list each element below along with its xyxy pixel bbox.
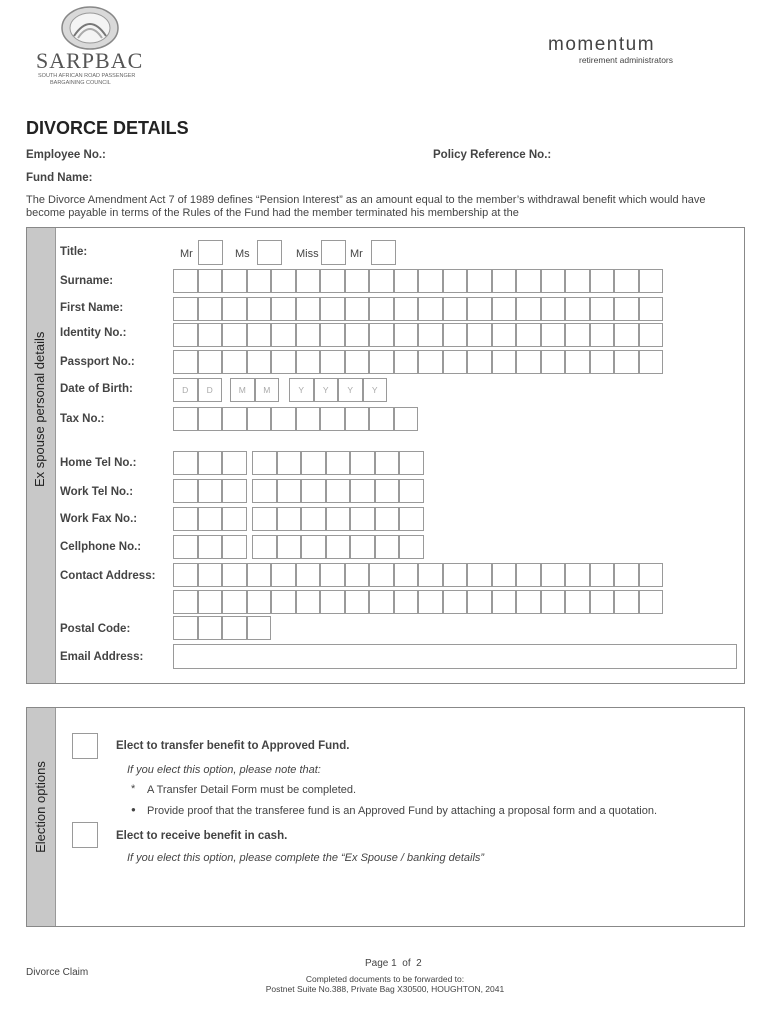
dob-cell[interactable]: D xyxy=(198,378,223,402)
input-cell[interactable] xyxy=(394,563,419,587)
input-cell[interactable] xyxy=(345,563,370,587)
input-cell[interactable] xyxy=(492,350,517,374)
input-cell[interactable] xyxy=(492,297,517,321)
cash-option-note: If you elect this option, please complete the “Ex Spouse / banking details” xyxy=(127,852,485,864)
input-cell[interactable] xyxy=(247,269,272,293)
dob-month-input[interactable] xyxy=(230,378,279,402)
input-cell[interactable] xyxy=(541,350,566,374)
input-cell[interactable] xyxy=(516,323,541,347)
input-cell[interactable] xyxy=(350,507,375,531)
input-cell[interactable] xyxy=(443,590,468,614)
input-cell[interactable] xyxy=(394,407,419,431)
input-cell[interactable] xyxy=(222,323,247,347)
input-cell[interactable] xyxy=(345,297,370,321)
brand-name: momentum xyxy=(548,34,656,55)
page-title: DIVORCE DETAILS xyxy=(26,118,189,138)
input-cell[interactable] xyxy=(247,407,272,431)
input-cell[interactable] xyxy=(277,507,302,531)
input-cell[interactable] xyxy=(639,590,664,614)
input-cell[interactable] xyxy=(565,350,590,374)
input-cell[interactable] xyxy=(326,535,351,559)
input-cell[interactable] xyxy=(198,323,223,347)
dob-cell[interactable]: Y xyxy=(338,378,363,402)
input-cell[interactable] xyxy=(345,350,370,374)
transfer-bullet-1: A Transfer Detail Form must be completed. xyxy=(147,784,357,796)
input-cell[interactable] xyxy=(301,479,326,503)
bullet-icon: * xyxy=(131,783,136,795)
input-cell[interactable] xyxy=(565,297,590,321)
input-cell[interactable] xyxy=(492,590,517,614)
surname-input[interactable] xyxy=(173,269,663,293)
input-cell[interactable] xyxy=(222,297,247,321)
input-cell[interactable] xyxy=(516,269,541,293)
input-cell[interactable] xyxy=(614,590,639,614)
policy-ref-label: Policy Reference No.: xyxy=(433,149,552,161)
input-cell[interactable] xyxy=(247,563,272,587)
input-cell[interactable] xyxy=(198,350,223,374)
input-cell[interactable] xyxy=(320,350,345,374)
input-cell[interactable] xyxy=(296,269,321,293)
input-cell[interactable] xyxy=(639,269,664,293)
momentum-logo xyxy=(548,34,698,68)
input-cell[interactable] xyxy=(320,297,345,321)
input-cell[interactable] xyxy=(590,297,615,321)
input-cell[interactable] xyxy=(301,451,326,475)
cellphone-label: Cellphone No.: xyxy=(60,541,142,553)
input-cell[interactable] xyxy=(173,297,198,321)
input-cell[interactable] xyxy=(222,350,247,374)
title-option-miss: Miss xyxy=(296,248,319,260)
input-cell[interactable] xyxy=(222,451,247,475)
input-cell[interactable] xyxy=(369,563,394,587)
input-cell[interactable] xyxy=(614,269,639,293)
input-cell[interactable] xyxy=(345,407,370,431)
footer-form-name: Divorce Claim xyxy=(26,967,89,978)
input-cell[interactable] xyxy=(271,590,296,614)
input-cell[interactable] xyxy=(301,507,326,531)
transfer-option-checkbox[interactable] xyxy=(72,733,98,759)
input-cell[interactable] xyxy=(590,350,615,374)
input-cell[interactable] xyxy=(516,590,541,614)
input-cell[interactable] xyxy=(173,323,198,347)
input-cell[interactable] xyxy=(639,563,664,587)
input-cell[interactable] xyxy=(614,323,639,347)
input-cell[interactable] xyxy=(198,479,223,503)
input-cell[interactable] xyxy=(541,269,566,293)
input-cell[interactable] xyxy=(443,269,468,293)
work-fax-number-input[interactable] xyxy=(252,507,424,531)
input-cell[interactable] xyxy=(492,323,517,347)
input-cell[interactable] xyxy=(614,350,639,374)
input-cell[interactable] xyxy=(326,451,351,475)
input-cell[interactable] xyxy=(418,563,443,587)
input-cell[interactable] xyxy=(614,297,639,321)
input-cell[interactable] xyxy=(639,297,664,321)
input-cell[interactable] xyxy=(492,563,517,587)
first-name-label: First Name: xyxy=(60,302,124,314)
dob-cell[interactable]: Y xyxy=(289,378,314,402)
input-cell[interactable] xyxy=(541,563,566,587)
org-name: SARPBAC xyxy=(36,48,144,73)
cash-option-checkbox[interactable] xyxy=(72,822,98,848)
input-cell[interactable] xyxy=(222,616,247,640)
dob-year-input[interactable] xyxy=(289,378,387,402)
identity-input[interactable] xyxy=(173,323,663,347)
input-cell[interactable] xyxy=(198,297,223,321)
input-cell[interactable] xyxy=(222,479,247,503)
input-cell[interactable] xyxy=(173,407,198,431)
input-cell[interactable] xyxy=(271,269,296,293)
passport-label: Passport No.: xyxy=(60,356,135,368)
input-cell[interactable] xyxy=(320,563,345,587)
dob-cell[interactable]: Y xyxy=(314,378,339,402)
work-fax-label: Work Fax No.: xyxy=(60,513,138,525)
input-cell[interactable] xyxy=(418,590,443,614)
org-subtitle-line2: BARGAINING COUNCIL xyxy=(50,80,111,86)
input-cell[interactable] xyxy=(320,407,345,431)
input-cell[interactable] xyxy=(399,479,424,503)
input-cell[interactable] xyxy=(173,563,198,587)
input-cell[interactable] xyxy=(252,507,277,531)
title-option-mr: Mr xyxy=(180,248,193,260)
page-number: Page 1 of 2 xyxy=(365,958,422,969)
input-cell[interactable] xyxy=(345,323,370,347)
election-heading: Election options xyxy=(33,761,48,853)
input-cell[interactable] xyxy=(271,407,296,431)
intro-text: The Divorce Amendment Act 7 of 1989 defines “Pension Interest” as an amount equal to the member’s withdrawal benefit which would have become payable in terms of the Rules of the Fund had the member terminated his membership at the xyxy=(26,194,706,219)
dob-cell[interactable]: Y xyxy=(363,378,388,402)
input-cell[interactable] xyxy=(247,297,272,321)
tax-input[interactable] xyxy=(173,407,418,431)
input-cell[interactable] xyxy=(394,350,419,374)
work-tel-number-input[interactable] xyxy=(252,479,424,503)
input-cell[interactable] xyxy=(418,323,443,347)
title-ms-checkbox[interactable] xyxy=(257,240,282,265)
dob-cell[interactable]: M xyxy=(255,378,280,402)
input-cell[interactable] xyxy=(565,563,590,587)
input-cell[interactable] xyxy=(222,407,247,431)
work-tel-code-input[interactable] xyxy=(173,479,247,503)
home-tel-label: Home Tel No.: xyxy=(60,457,137,469)
input-cell[interactable] xyxy=(565,269,590,293)
input-cell[interactable] xyxy=(345,269,370,293)
input-cell[interactable] xyxy=(277,451,302,475)
footer-forward-line2: Postnet Suite No.388, Private Bag X30500, HOUGHTON, 2041 xyxy=(265,984,505,994)
input-cell[interactable] xyxy=(198,507,223,531)
transfer-bullet-2: Provide proof that the transferee fund is an Approved Fund by attaching a proposal form and a quotation. xyxy=(147,805,657,817)
identity-label: Identity No.: xyxy=(60,327,127,339)
dob-cell[interactable]: M xyxy=(230,378,255,402)
input-cell[interactable] xyxy=(614,563,639,587)
input-cell[interactable] xyxy=(296,407,321,431)
surname-label: Surname: xyxy=(60,275,114,287)
input-cell[interactable] xyxy=(394,590,419,614)
personal-details-heading: Ex spouse personal details xyxy=(32,331,47,487)
input-cell[interactable] xyxy=(320,590,345,614)
input-cell[interactable] xyxy=(467,297,492,321)
transfer-option-label: Elect to transfer benefit to Approved Fund. xyxy=(116,740,350,752)
contact-address-line1-input[interactable] xyxy=(173,563,663,587)
input-cell[interactable] xyxy=(301,535,326,559)
input-cell[interactable] xyxy=(467,350,492,374)
cellphone-number-input[interactable] xyxy=(252,535,424,559)
contact-address-label: Contact Address: xyxy=(60,570,156,582)
input-cell[interactable] xyxy=(247,590,272,614)
input-cell[interactable] xyxy=(590,323,615,347)
input-cell[interactable] xyxy=(222,535,247,559)
first-name-input[interactable] xyxy=(173,297,663,321)
sarpbac-emblem-icon xyxy=(60,6,120,50)
input-cell[interactable] xyxy=(173,479,198,503)
input-cell[interactable] xyxy=(467,590,492,614)
input-cell[interactable] xyxy=(350,479,375,503)
input-cell[interactable] xyxy=(247,616,272,640)
org-subtitle-line1: SOUTH AFRICAN ROAD PASSENGER xyxy=(38,73,136,79)
input-cell[interactable] xyxy=(369,350,394,374)
input-cell[interactable] xyxy=(590,590,615,614)
title-mr2-checkbox[interactable] xyxy=(371,240,396,265)
input-cell[interactable] xyxy=(418,269,443,293)
bullet-icon: ● xyxy=(131,805,136,814)
input-cell[interactable] xyxy=(247,350,272,374)
dob-cell[interactable]: D xyxy=(173,378,198,402)
input-cell[interactable] xyxy=(467,269,492,293)
input-cell[interactable] xyxy=(375,535,400,559)
input-cell[interactable] xyxy=(173,535,198,559)
title-miss-checkbox[interactable] xyxy=(321,240,346,265)
input-cell[interactable] xyxy=(516,350,541,374)
brand-subtitle: retirement administrators xyxy=(579,55,674,65)
input-cell[interactable] xyxy=(222,269,247,293)
input-cell[interactable] xyxy=(418,297,443,321)
input-cell[interactable] xyxy=(516,563,541,587)
title-mr-checkbox[interactable] xyxy=(198,240,223,265)
input-cell[interactable] xyxy=(198,590,223,614)
title-option-mr-2: Mr xyxy=(350,248,363,260)
input-cell[interactable] xyxy=(222,507,247,531)
input-cell[interactable] xyxy=(271,563,296,587)
input-cell[interactable] xyxy=(369,269,394,293)
input-cell[interactable] xyxy=(296,297,321,321)
input-cell[interactable] xyxy=(369,590,394,614)
input-cell[interactable] xyxy=(320,269,345,293)
input-cell[interactable] xyxy=(639,323,664,347)
input-cell[interactable] xyxy=(369,407,394,431)
input-cell[interactable] xyxy=(173,451,198,475)
input-cell[interactable] xyxy=(350,451,375,475)
input-cell[interactable] xyxy=(271,323,296,347)
input-cell[interactable] xyxy=(277,479,302,503)
input-cell[interactable] xyxy=(443,323,468,347)
input-cell[interactable] xyxy=(443,297,468,321)
input-cell[interactable] xyxy=(252,479,277,503)
email-input[interactable] xyxy=(173,644,737,669)
input-cell[interactable] xyxy=(565,590,590,614)
input-cell[interactable] xyxy=(222,590,247,614)
input-cell[interactable] xyxy=(198,451,223,475)
input-cell[interactable] xyxy=(467,323,492,347)
input-cell[interactable] xyxy=(418,350,443,374)
input-cell[interactable] xyxy=(565,323,590,347)
work-tel-label: Work Tel No.: xyxy=(60,486,134,498)
input-cell[interactable] xyxy=(271,297,296,321)
input-cell[interactable] xyxy=(394,269,419,293)
input-cell[interactable] xyxy=(399,507,424,531)
tax-label: Tax No.: xyxy=(60,413,105,425)
input-cell[interactable] xyxy=(541,297,566,321)
input-cell[interactable] xyxy=(277,535,302,559)
input-cell[interactable] xyxy=(443,563,468,587)
input-cell[interactable] xyxy=(350,535,375,559)
input-cell[interactable] xyxy=(399,451,424,475)
input-cell[interactable] xyxy=(375,507,400,531)
input-cell[interactable] xyxy=(296,323,321,347)
input-cell[interactable] xyxy=(198,269,223,293)
input-cell[interactable] xyxy=(394,297,419,321)
input-cell[interactable] xyxy=(394,323,419,347)
input-cell[interactable] xyxy=(375,451,400,475)
postal-code-input[interactable] xyxy=(173,616,271,640)
input-cell[interactable] xyxy=(320,323,345,347)
input-cell[interactable] xyxy=(271,350,296,374)
input-cell[interactable] xyxy=(173,616,198,640)
cellphone-code-input[interactable] xyxy=(173,535,247,559)
contact-address-line2-input[interactable] xyxy=(173,590,663,614)
input-cell[interactable] xyxy=(252,451,277,475)
input-cell[interactable] xyxy=(516,297,541,321)
input-cell[interactable] xyxy=(639,350,664,374)
input-cell[interactable] xyxy=(369,323,394,347)
footer-forward-line1: Completed documents to be forwarded to: xyxy=(305,974,465,984)
input-cell[interactable] xyxy=(173,269,198,293)
input-cell[interactable] xyxy=(590,269,615,293)
input-cell[interactable] xyxy=(541,590,566,614)
title-label: Title: xyxy=(60,246,88,258)
cash-option-label: Elect to receive benefit in cash. xyxy=(116,830,288,842)
input-cell[interactable] xyxy=(247,323,272,347)
input-cell[interactable] xyxy=(399,535,424,559)
dob-label: Date of Birth: xyxy=(60,383,133,395)
input-cell[interactable] xyxy=(198,563,223,587)
input-cell[interactable] xyxy=(296,350,321,374)
input-cell[interactable] xyxy=(326,479,351,503)
home-tel-code-input[interactable] xyxy=(173,451,247,475)
input-cell[interactable] xyxy=(173,350,198,374)
home-tel-number-input[interactable] xyxy=(252,451,424,475)
input-cell[interactable] xyxy=(198,616,223,640)
input-cell[interactable] xyxy=(492,269,517,293)
employee-no-label: Employee No.: xyxy=(26,149,106,161)
title-option-ms: Ms xyxy=(235,248,250,260)
postal-code-label: Postal Code: xyxy=(60,623,131,635)
work-fax-code-input[interactable] xyxy=(173,507,247,531)
transfer-option-note: If you elect this option, please note that: xyxy=(127,764,321,776)
input-cell[interactable] xyxy=(296,590,321,614)
input-cell[interactable] xyxy=(326,507,351,531)
input-cell[interactable] xyxy=(467,563,492,587)
input-cell[interactable] xyxy=(173,590,198,614)
input-cell[interactable] xyxy=(369,297,394,321)
input-cell[interactable] xyxy=(222,563,247,587)
input-cell[interactable] xyxy=(198,407,223,431)
passport-input[interactable] xyxy=(173,350,663,374)
input-cell[interactable] xyxy=(345,590,370,614)
fund-name-label: Fund Name: xyxy=(26,172,93,184)
input-cell[interactable] xyxy=(296,563,321,587)
sarpbac-logo xyxy=(36,6,146,86)
email-label: Email Address: xyxy=(60,651,144,663)
input-cell[interactable] xyxy=(375,479,400,503)
input-cell[interactable] xyxy=(443,350,468,374)
dob-day-input[interactable] xyxy=(173,378,222,402)
input-cell[interactable] xyxy=(590,563,615,587)
input-cell[interactable] xyxy=(541,323,566,347)
input-cell[interactable] xyxy=(173,507,198,531)
input-cell[interactable] xyxy=(198,535,223,559)
input-cell[interactable] xyxy=(252,535,277,559)
